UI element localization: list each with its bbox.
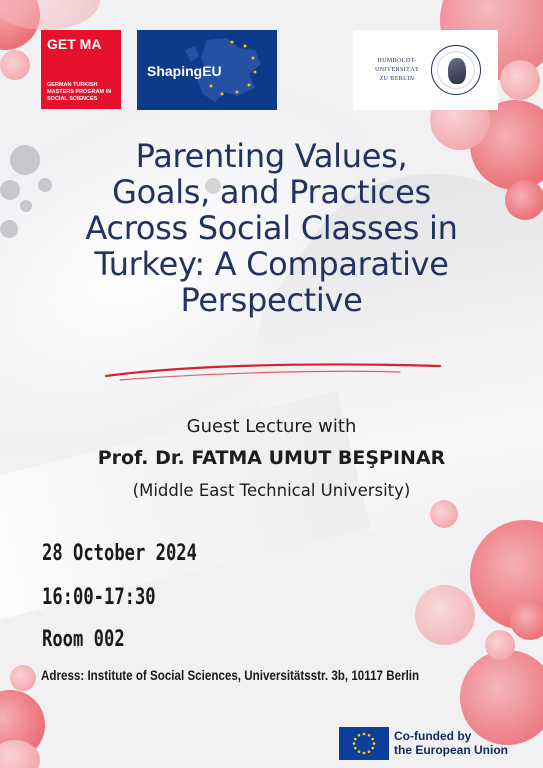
decor-circle bbox=[485, 630, 515, 660]
decor-circle bbox=[0, 220, 18, 238]
decor-circle bbox=[430, 500, 458, 528]
decor-circle bbox=[10, 665, 36, 691]
event-address: Adress: Institute of Social Sciences, Universitätsstr. 3b, 10117 Berlin bbox=[41, 668, 420, 683]
humboldt-logo-line: HUMBOLDT- bbox=[377, 58, 417, 64]
shapingeu-logo bbox=[137, 30, 277, 110]
speaker-name: Prof. Dr. FATMA UMUT BEŞPINAR bbox=[97, 447, 446, 469]
guest-lecture-label: Guest Lecture with bbox=[186, 416, 357, 437]
event-title-line: Turkey: A Comparative bbox=[94, 245, 449, 283]
eu-stars-icon bbox=[339, 727, 389, 760]
event-title bbox=[20, 138, 523, 318]
humboldt-logo-text bbox=[367, 57, 427, 84]
eu-flag-icon bbox=[339, 727, 389, 760]
event-date: 28 October 2024 bbox=[42, 541, 197, 566]
shapingeu-logo-title: ShapingEU bbox=[147, 63, 222, 79]
event-title-line: Goals, and Practices bbox=[112, 173, 431, 211]
cofunded-line: Co-funded by bbox=[394, 729, 472, 743]
getma-logo bbox=[41, 30, 121, 109]
decor-circle bbox=[500, 60, 540, 100]
humboldt-logo-line: ZU BERLIN bbox=[379, 76, 415, 82]
event-title-line: Parenting Values, bbox=[135, 137, 408, 175]
event-title-line: Perspective bbox=[180, 281, 363, 319]
decor-circle bbox=[415, 585, 475, 645]
humboldt-logo-line: UNIVERSITÄT bbox=[374, 67, 420, 73]
humboldt-seal-icon bbox=[431, 45, 481, 95]
cofunded-label bbox=[394, 729, 508, 757]
decor-circle bbox=[0, 180, 20, 200]
title-underline bbox=[100, 356, 445, 384]
portrait-icon bbox=[448, 58, 466, 84]
getma-logo-title: GET MA bbox=[47, 36, 102, 52]
event-time: 16:00-17:30 bbox=[42, 585, 156, 610]
decor-circle bbox=[0, 50, 30, 80]
event-title-line: Across Social Classes in bbox=[85, 209, 458, 247]
getma-logo-subtitle: GERMAN TURKISH MASTERS PROGRAM IN SOCIAL SCIENCES bbox=[47, 82, 112, 102]
cofunded-line: the European Union bbox=[394, 743, 508, 757]
humboldt-logo bbox=[353, 30, 498, 110]
event-room: Room 002 bbox=[42, 627, 125, 652]
decor-circle bbox=[510, 600, 543, 640]
speaker-affiliation: (Middle East Technical University) bbox=[132, 481, 411, 500]
